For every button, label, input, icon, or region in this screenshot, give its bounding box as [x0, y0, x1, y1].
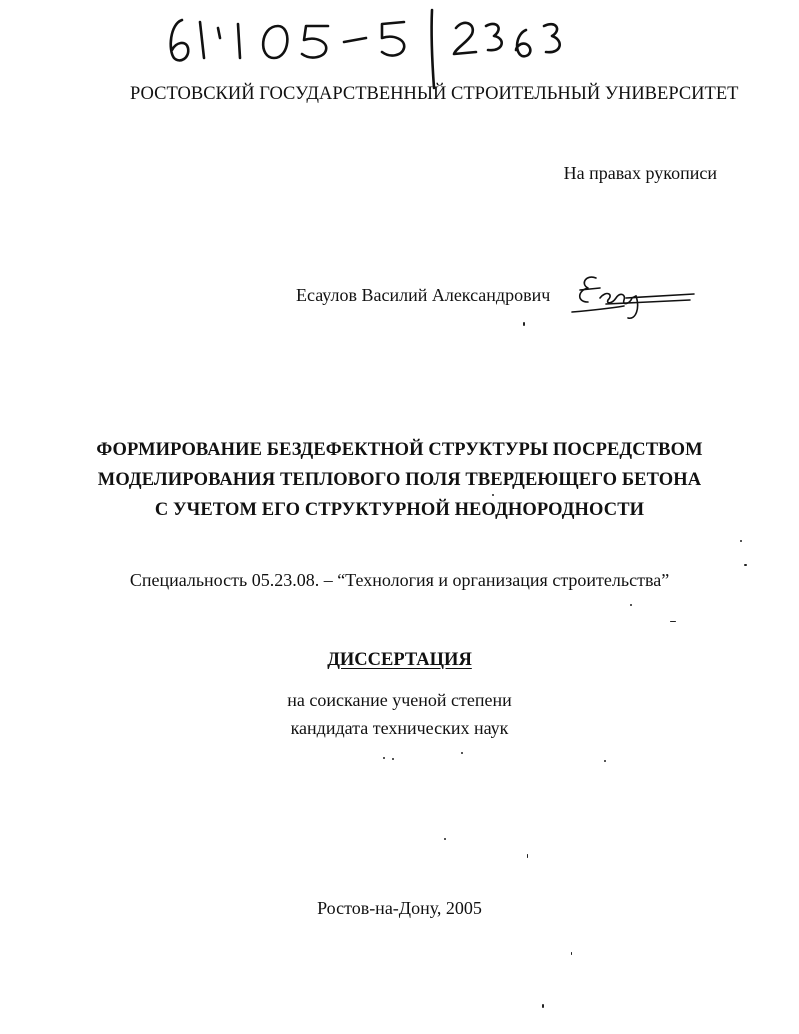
scan-speck: [571, 952, 572, 955]
title-line: С УЧЕТОМ ЕГО СТРУКТУРНОЙ НЕОДНОРОДНОСТИ: [154, 500, 645, 520]
title-line: ФОРМИРОВАНИЕ БЕЗДЕФЕКТНОЙ СТРУКТУРЫ ПОСРЕДСТВОМ: [96, 440, 703, 460]
scan-speck: [604, 760, 606, 762]
scan-speck: [461, 752, 463, 754]
scan-speck: [523, 322, 525, 326]
scan-speck: [527, 854, 528, 858]
title-line: МОДЕЛИРОВАНИЯ ТЕПЛОВОГО ПОЛЯ ТВЕРДЕЮЩЕГО БЕТОНА: [97, 470, 702, 490]
handwritten-archive-code: [160, 2, 620, 92]
document-type: ДИССЕРТАЦИЯ: [327, 650, 472, 670]
scan-speck: [444, 838, 446, 840]
scan-speck: [492, 494, 494, 496]
rights-notice: На правах рукописи: [563, 163, 717, 183]
author-name: Есаулов Василий Александрович: [296, 285, 551, 305]
university-name: РОСТОВСКИЙ ГОСУДАРСТВЕННЫЙ СТРОИТЕЛЬНЫЙ УНИВЕРСИТЕТ: [130, 84, 739, 104]
author-signature: [566, 268, 696, 326]
scan-speck: [740, 540, 742, 542]
scan-speck: [383, 757, 385, 759]
scan-speck: [744, 564, 747, 566]
scan-speck: [670, 621, 676, 622]
scan-speck: [542, 1004, 544, 1008]
scan-speck: [630, 604, 632, 606]
city-year: Ростов-на-Дону, 2005: [317, 898, 482, 918]
scan-speck: [392, 758, 394, 760]
degree-line: кандидата технических наук: [290, 718, 509, 738]
degree-line: на соискание ученой степени: [287, 690, 512, 710]
specialty: Специальность 05.23.08. – “Технология и организация строительства”: [129, 570, 670, 590]
